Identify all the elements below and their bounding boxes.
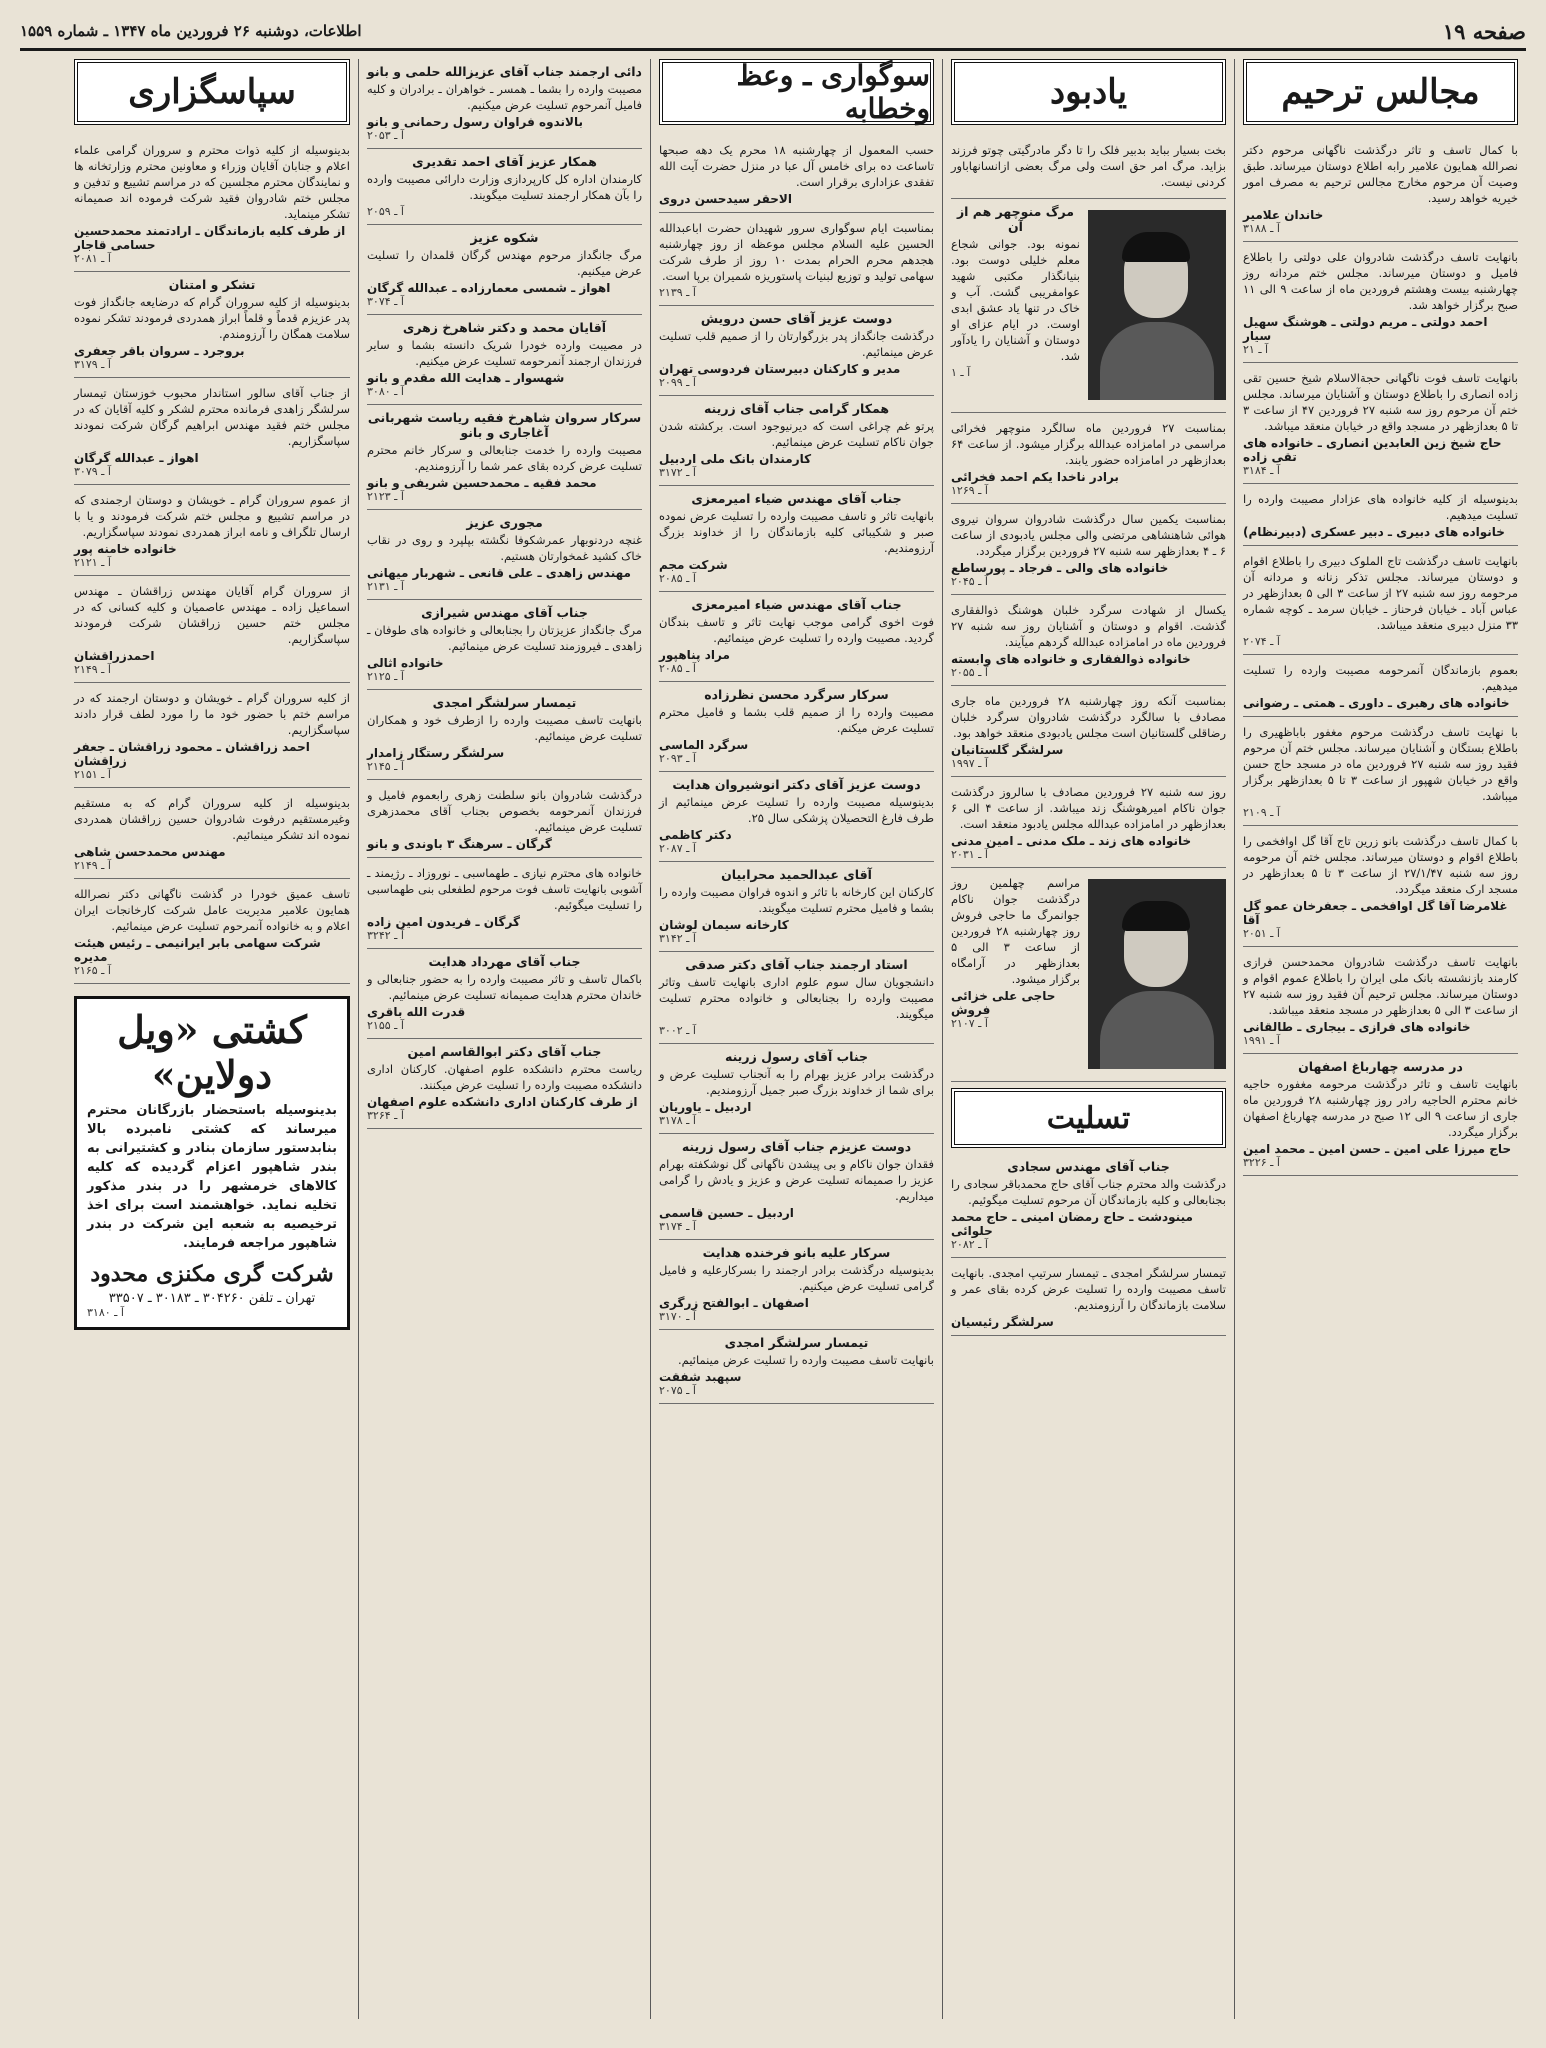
notice-sig: سرلشگر گلستانیان <box>951 743 1064 757</box>
notice-sig: حاج میرزا علی امین ـ حسن امین ـ محمد امین <box>1243 1142 1512 1156</box>
notice-body: حسب المعمول از چهارشنبه ۱۸ محرم یک دهه صبحها تاساعت ده برای خامس آل عبا در منزل حضرت آیت الله تفقدی عزاداری برقرار است. <box>659 143 934 189</box>
notice-code: آ ـ ۳۱۷۰ <box>659 1310 696 1323</box>
notice-code: آ ـ ۲۱۳۱ <box>367 580 404 593</box>
notice <box>1243 826 1518 947</box>
notice-code: آ ـ ۲۰۸۱ <box>74 252 111 265</box>
notice-sig: کارمندان بانک ملی اردبیل <box>659 452 812 466</box>
issue-line: اطلاعات، دوشنبه ۲۶ فروردین ماه ۱۳۴۷ ـ شماره ۱۵۵۹ <box>20 22 362 40</box>
notice-title: دوست عزیز آقای حسن درویش <box>700 311 893 326</box>
notice-sig: اردبیل ـ حسین قاسمی <box>659 1206 794 1220</box>
notice-title: سرکار سروان شاهرخ فقیه ریاست شهربانی آغاجاری و بانو <box>367 410 642 440</box>
column-header: مجالس ترحیم <box>1243 59 1518 125</box>
notice-code: آ ـ ۲۰۳۱ <box>951 848 988 861</box>
notice-code: آ ـ ۲۰۵۵ <box>951 666 988 679</box>
notice-sig: خانواده های رهبری ـ داوری ـ همتی ـ رضوانی <box>1243 696 1510 710</box>
notice-code: آ ـ ۲۰۷۵ <box>659 1384 696 1397</box>
notice-sig: خانواده اثالی <box>367 656 444 670</box>
notice <box>1243 655 1518 717</box>
notice-code: آ ـ ۳۱۷۴ <box>659 1220 696 1233</box>
notice-body: بانهایت تاسف درگذشت شادروان علی دولتی را باطلاع فامیل و دوستان میرساند. مجلس ختم مردانه روز چهارشنبه بیست وهشتم فروردین ماه از ساعت ۹ الی ۱۱ صبح برگزار خواهد شد. <box>1243 250 1518 312</box>
columns <box>20 59 1526 2019</box>
notice-sig: محمد فقیه ـ محمدحسین شریفی و بانو <box>367 476 597 490</box>
notice-sig: خانواده های والی ـ فرجاد ـ پورساطع <box>951 561 1169 575</box>
notice <box>659 135 934 213</box>
notice <box>1243 135 1518 242</box>
notice-body: بدینوسیله از کلیه ذوات محترم و سروران گرامی علماء اعلام و جنابان آقایان وزراء و معاونین محترم وزارتخانه ها و نمایندگان محترم مجلسین که در مراسم تشییع و تدفین و مجلس ختم شادروان فقید شرکت فرموده اند صمیمانه تشکر مینماید. <box>74 143 350 221</box>
notice-title: همکار عزیز آقای احمد تقدیری <box>412 154 597 169</box>
notice-code: آ ـ ۲۱۵۱ <box>74 768 111 781</box>
notice <box>1243 947 1518 1054</box>
notice-code: آ ـ ۲۰۵۳ <box>367 129 404 142</box>
notice-sig: از طرف کلیه بازماندگان ـ ارادتمند محمدحسین حسامی قاجار <box>74 224 346 252</box>
notice <box>659 952 934 1044</box>
notice <box>74 135 350 272</box>
ad-phone: تهران ـ تلفن ۳۰۴۲۶۰ ـ ۳۰۱۸۳ ـ ۳۳۵۰۷ <box>108 1291 316 1306</box>
notice-title: جناب آقای مهرداد هدایت <box>428 954 581 969</box>
notice <box>659 486 934 592</box>
notice-title: جناب آقای مهندس ضیاء امیرمعزی <box>691 597 902 612</box>
notice-title: جناب آقای مهندس شیرازی <box>421 605 588 620</box>
notice <box>659 1330 934 1404</box>
notice-code: آ ـ ۳۰۸۰ <box>367 385 404 398</box>
notice-code: آ ـ ۲۱۳۹ <box>659 286 696 299</box>
notice-title: استاد ارجمند جناب آقای دکتر صدقی <box>685 957 908 972</box>
notice <box>1243 717 1518 826</box>
notice-code: آ ـ ۲۱۰۷ <box>951 1017 988 1030</box>
notice-sig: مینودشت ـ حاج رمضان امینی ـ حاج محمد حلوائی <box>951 1210 1193 1238</box>
notice-title: مرگ منوچهر هم از آن <box>956 204 1075 234</box>
notice-sig: خانواده های فرازی ـ بیجاری ـ طالقانی <box>1243 1020 1471 1034</box>
notice-body: پرتو غم چراغی است که دیرنیوجود است. برکشته شدن جوان ناکام تسلیت عرض مینمائیم. <box>659 419 934 449</box>
notice-sig: مهندس زاهدی ـ علی قانعی ـ شهربار میهانی <box>367 566 631 580</box>
notice-title: دائی ارجمند جناب آقای عزیزالله حلمی و بانو <box>367 64 642 79</box>
notice-sig: بالاندوه فراوان رسول رحمانی و بانو <box>367 115 583 129</box>
notice-body: با کمال تاسف درگذشت بانو زرین تاج آقا گل اوافخمی را باطلاع اقوام و دوستان میرساند. مجلس ختم آن مرحومه روز سه شنبه ۲۷/۱/۴۷ از ساعت ۳ تا ۵ بعدازظهر در مسجد ارک منعقد میگردد. <box>1243 834 1519 896</box>
notice-body: ریاست محترم دانشکده علوم اصفهان. کارکنان اداری دانشکده مصیبت وارده را تسلیت عرض میکنند. <box>367 1062 642 1092</box>
notice-body: خانواده های محترم نیازی ـ طهماسبی ـ نوروزاد ـ رژیمند ـ آشوبی بانهایت تاسف فوت مرحوم لطفعلی بنی طهماسبی را تسلیت میگوئیم. <box>367 866 642 912</box>
notice-body: در مصیبت وارده خودرا شریک دانسته بشما و سایر فرزندان ارجمند آنمرحومه تسلیت عرض میکنیم. <box>367 338 642 368</box>
notice-title: تشکر و امتنان <box>168 277 256 292</box>
notice-body: بعموم بازماندگان آنمرحومه مصیبت وارده را تسلیت میدهیم. <box>1243 663 1518 693</box>
notice-body: بدینوسیله از کلیه خانواده های عزادار مصیبت وارده را تسلیت میدهیم. <box>1243 492 1518 522</box>
notice-title: همکار گرامی جناب آقای زرینه <box>703 401 890 416</box>
notice-sig: حاج شیخ زین العابدین انصاری ـ خانواده های تقی زاده <box>1243 436 1502 464</box>
notice <box>74 576 350 683</box>
notice-body: مرگ جانگداز مرحوم مهندس گرگان قلمدان را تسلیت عرض میکنیم. <box>367 248 642 278</box>
notice-code: آ ـ ۲۱۶۵ <box>74 964 111 977</box>
notice-code: آ ـ ۲۰۸۷ <box>659 842 696 855</box>
notice-body: بانهایت تاسف فوت ناگهانی حجةالاسلام شیخ حسین تقی زاده انصاری را باطلاع دوستان و آشنایان میرساند. مجلس ختم آن مرحوم روز سه شنبه ۲۷ فروردین ۴۷ از ساعت ۳ تا ۵ بعدازظهر در مسجد واقع در خیابان منعقد میباشد. <box>1243 371 1518 433</box>
notice-title: دوست عزیزم جناب آقای رسول زرینه <box>681 1139 912 1154</box>
notice-code: آ ـ ۳۲۶۴ <box>367 1109 404 1122</box>
notice-body: بدینوسیله از کلیه سروران گرام که به مستقیم وغیرمستقیم درفوت شادروان حسین زراقشان همدردی نموده اند تشکر مینمائیم. <box>74 796 350 842</box>
notice-code: آ ـ ۲۱۲۱ <box>74 556 111 569</box>
notice <box>951 1154 1226 1258</box>
notice-body: روز سه شنبه ۲۷ فروردین مصادف با سالروز درگذشت جوان ناکام امیرهوشنگ زند میباشد. از ساعت ۴ الی ۶ بعدازظهر در امامزاده عبدالله مجلس یادبود منعقد است. <box>951 785 1226 831</box>
notice-code: آ ـ ۳۰۷۴ <box>367 295 404 308</box>
notice-body: تیمسار سرلشگر امجدی ـ تیمسار سرتیپ امجدی. بانهایت تاسف مصیبت وارده را تسلیت عرض کرده بقای عمر و سلامت بازماندگان را آرزومندیم. <box>951 1266 1226 1312</box>
notice-list <box>659 135 934 1404</box>
notice-sig: اهواز ـ شمسی معمارزاده ـ عبدالله گرگان <box>367 281 611 295</box>
notice-title: تیمسار سرلشگر امجدی <box>724 1335 869 1350</box>
notice-code: آ ـ ۱ <box>951 366 971 379</box>
notice-body: بانهایت تاسف مصیبت وارده را ازطرف خود و همکاران تسلیت عرض مینمائیم. <box>367 713 642 743</box>
notice-body: بمناسبت ۲۷ فروردین ماه سالگرد منوچهر فخرائی مراسمی در امامزاده عبدالله برگزار میشود. از ساعت ۶۴ بعدازظهر در امامزاده حضور یابند. <box>951 421 1226 467</box>
notice-code: آ ـ ۲۱۴۹ <box>74 859 111 872</box>
notice-sig: احمدزراقشان <box>74 649 155 663</box>
notice-code: آ ـ ۲۰۴۵ <box>951 575 988 588</box>
notice-code: آ ـ ۳۲۴۲ <box>367 929 404 942</box>
notice-body: بمناسبت یکمین سال درگذشت شادروان سروان نیروی هوائی شاهنشاهی مرتضی والی مجلس یادبودی از ساعت ۶ ـ ۴ بعدازظهر سه شنبه ۲۷ فروردین برگزار میگردد. <box>951 512 1226 558</box>
notice-body: از سروران گرام آقایان مهندس زراقشان ـ مهندس اسماعیل زاده ـ مهندس عاصمیان و کلیه کسانی که در مجلس ختم حسین زراقشان شرکت فرمودند سپاسگزاریم. <box>74 584 350 646</box>
notice-body: بدینوسیله از کلیه سروران گرام که درضایعه جانگداز فوت پدر عزیزم قدماً و قلماً ابراز همدردی فرمودند تشکر نموده سلامت همگان را آرزومندم. <box>74 295 350 341</box>
notice <box>1243 242 1518 363</box>
notice-title: سرکار سرگرد محسن نظرزاده <box>704 687 889 702</box>
notice <box>659 592 934 682</box>
column-header: سوگواری ـ وعظ وخطابه <box>659 59 934 125</box>
notice-code: آ ـ ۲۰۷۴ <box>1243 635 1280 648</box>
notice-sig: حاجی علی خزائی فروش <box>951 989 1056 1017</box>
notice-title: جناب آقای رسول زرینه <box>725 1049 868 1064</box>
notice-body: از کلیه سروران گرام ـ خویشان و دوستان ارجمند که در مراسم ختم با حضور خود ما را مورد لطف قرار دادند سپاسگزاریم. <box>74 691 350 737</box>
notice-body: نمونه بود. جوانی شجاع معلم خلیلی دوست بود. بنیانگذار مکتبی شهید عوامفریبی گشت. آب و خاک در تنها یاد عشق ابدی اوست. در ایام عزای او دوستان و آشنایان را یادآور شد. <box>951 237 1080 363</box>
notice-body: دانشجویان سال سوم علوم اداری بانهایت تاسف وتاثر مصیبت وارده را بجنابعالی و خانواده محترم تسلیت میگویند. <box>659 975 934 1021</box>
notice-body: غنچه دردنوبهار عمرشکوفا نگشته بپلپرد و روی در نقاب خاک کشید غمخوارتان هستیم. <box>367 533 642 563</box>
notice <box>659 772 934 862</box>
column-condolences <box>358 59 650 2019</box>
notice-body: از جناب آقای سالور استاندار محبوب خوزستان تیمسار سرلشگر زاهدی فرمانده محترم لشکر و کلیه آقایان که در مجلس ختم فقید مهندس ابراهیم گرگان شرکت نمودند سپاسگزاریم. <box>74 386 350 448</box>
notice-code: آ ـ ۳۰۰۲ <box>659 1024 696 1037</box>
notice <box>951 595 1226 686</box>
portrait-photo <box>1088 210 1226 400</box>
notice-code: آ ـ ۲۱۵۵ <box>367 1019 404 1032</box>
notice <box>367 690 642 780</box>
notice-code: آ ـ ۱۹۹۱ <box>1243 1034 1280 1047</box>
notice <box>951 1258 1226 1336</box>
notice-sig: از طرف کارکنان اداری دانشکده علوم اصفهان <box>367 1095 638 1109</box>
notice <box>74 788 350 879</box>
notice-list <box>1243 135 1518 1176</box>
notice <box>367 510 642 600</box>
ad-code: آ ـ ۳۱۸۰ <box>87 1306 124 1319</box>
notice-sig: سپهبد شفقت <box>659 1370 742 1384</box>
notice-body: تاسف عمیق خودرا در گذشت ناگهانی دکتر نصرالله همایون علامیر مدیریت عامل شرکت کارخانجات ایران اعلام و به خانواده آنمرحوم تسلیت عرض مینمائیم. <box>74 887 350 933</box>
column-header: یادبود <box>951 59 1226 125</box>
notice-sig: احمد دولتی ـ مریم دولتی ـ هوشنگ سهیل سیار <box>1243 315 1488 343</box>
notice-title: آقایان محمد و دکتر شاهرخ زهری <box>402 320 607 335</box>
notice-body: بانهایت تاسف و تاثر درگذشت مرحومه مغفوره حاجیه خانم محترم الحاجیه رادر روز چهارشنبه ۲۸ فروردین ماه جاری از ساعت ۹ الی ۱۲ صبح در مدرسه چهارباغ اصفهان برگزار میگردد. <box>1243 1077 1518 1139</box>
notice <box>951 504 1226 595</box>
notice-title: در مدرسه چهارباغ اصفهان <box>1298 1059 1463 1074</box>
notice-code: آ ـ ۲۰۵۱ <box>1243 927 1280 940</box>
notice-sig: گرگان ـ فریدون امین زاده <box>367 915 520 929</box>
notice-title: جناب آقای مهندس سجادی <box>1007 1159 1170 1174</box>
notice-body: فوت اخوی گرامی موجب نهایت تاثر و تاسف بندگان گردید. مصیبت وارده را تسلیت عرض مینمائیم. <box>659 615 934 645</box>
notice <box>951 686 1226 777</box>
notice-sig: احمد زراقشان ـ محمود زراقشان ـ جعفر زراقشان <box>74 740 310 768</box>
notice-list <box>951 1154 1226 1336</box>
notice <box>659 1240 934 1330</box>
notice-sig: قدرت الله باقری <box>367 1005 466 1019</box>
notice-code: آ ـ ۲۰۸۲ <box>951 1238 988 1251</box>
notice-sig: سرلشگر رئیسیان <box>951 1315 1054 1329</box>
notice-body: بدینوسیله مصیبت وارده را تسلیت عرض مینمائیم از طرف فارغ التحصیلان پزشکی سال ۲۵. <box>659 795 934 825</box>
notice-body: مرگ جانگداز عزیزتان را بجنابعالی و خانواده های طوفان ـ زاهدی ـ فیروزمند تسلیت عرض مینمائیم. <box>367 623 642 653</box>
notice <box>74 485 350 576</box>
notice-sig: گرگان ـ سرهنگ ۳ باوندی و بانو <box>367 837 552 851</box>
notice-sig: دکتر کاظمی <box>659 828 732 842</box>
notice-code: آ ـ ۲۰۸۵ <box>659 662 696 675</box>
notice-body: بانهایت تاسف مصیبت وارده را تسلیت عرض مینمائیم. <box>678 1353 934 1367</box>
notice-title: آقای عبدالحمید محرابیان <box>721 867 872 882</box>
notice-body: بانهایت تاثر و تاسف مصیبت وارده را تسلیت عرض نموده صبر و شکیبائی کلیه بازماندگان را از خداوند بزرگ آرزومندیم. <box>659 509 934 555</box>
notice-sig: اردبیل ـ یاوریان <box>659 1100 752 1114</box>
notice-body: بانهایت تاسف درگذشت تاج الملوک دبیری را باطلاع اقوام و دوستان میرساند. مجلس تذکر زنانه و مردانه آن مرحومه روز سه شنبه ۲۷ از ساعت ۳ الی ۵ بعدازظهر در عباس آباد ـ خیابان فرحناز ـ خیابان سرمد ـ کوچه شماره ۳۳ منزل دبیری منعقد میباشد. <box>1243 554 1518 632</box>
notice <box>659 1134 934 1240</box>
column-gratitude <box>66 59 358 2019</box>
notice <box>367 600 642 690</box>
column-memorial-services <box>1234 59 1526 2019</box>
notice-code: آ ـ ۳۱۷۸ <box>659 1114 696 1127</box>
notice-body: باکمال تاسف و تاثر مصیبت وارده را به حضور جنابعالی و خاندان محترم هدایت صمیمانه تسلیت عرض مینمائیم. <box>367 972 642 1002</box>
notice-sig: خانواده های زند ـ ملک مدنی ـ امین مدنی <box>951 834 1192 848</box>
page-number: صفحه ۱۹ <box>1442 18 1526 44</box>
ad-company: شرکت گری مکنزی محدود <box>90 1261 334 1287</box>
notice-title: جناب آقای مهندس ضیاء امیرمعزی <box>691 491 902 506</box>
notice-body: با نهایت تاسف درگذشت مرحوم مغفور باباظهیری را باطلاع بستگان و آشنایان میرساند. مجلس ختم آن مرحوم فقید روز سه شنبه ۲۷ فروردین ماه در مسجد حاج حسن واقع در خیابان شهپور از ساعت ۳ تا ۵ بعدازظهر برگزار میباشد. <box>1243 725 1518 803</box>
notice-code: آ ـ ۲۱۴۹ <box>74 663 111 676</box>
notice <box>74 378 350 485</box>
notice-title: دوست عزیز آقای دکتر انوشیروان هدایت <box>672 777 921 792</box>
notice-body: فقدان جوان ناکام و بی پیشدن ناگهانی گل نوشکفته بهرام عزیز را صمیمانه تسلیت عرض و عزیز و یادش را گرامی میداریم. <box>659 1157 934 1203</box>
notice-sig: خاندان علامیر <box>1243 208 1324 222</box>
notice-sig: شرکت مجم <box>659 558 728 572</box>
notice-body: بخت بسیار بباید بدبیر فلک را تا دگر مادرگیتی چوتو فرزند بزاید. مرگ امر حق است ولی مرگ بعضی ازانسانهاباور کردنی نیست. <box>951 143 1226 189</box>
notice-body: مصیبت وارده را خدمت جنابعالی و سرکار خانم محترم تسلیت عرض کرده بقای عمر شما را آرزومندیم. <box>367 443 642 473</box>
notice <box>367 949 642 1039</box>
notice <box>951 199 1226 413</box>
notice <box>659 1044 934 1134</box>
notice-sig: بروجرد ـ سروان باقر جعفری <box>74 344 245 358</box>
notice-code: آ ـ ۱۲۶۹ <box>951 484 988 497</box>
notice-sig: خانواده ذوالفقاری و خانواده های وابسته <box>951 652 1191 666</box>
notice <box>951 868 1226 1082</box>
notice <box>367 225 642 315</box>
notice-body: کارمندان اداره کل کارپردازی وزارت دارائی مصیبت وارده را بآن همکار ارجمند تسلیت میگویند. <box>367 172 642 202</box>
notice-code: آ ـ ۲۱۰۹ <box>1243 806 1280 819</box>
notice-sig: الاحقر سیدحسن دروی <box>659 192 792 206</box>
notice-sig: اصفهان ـ ابوالفتح زرگری <box>659 1296 809 1310</box>
notice-body: بمناسبت ایام سوگواری سرور شهیدان حضرت اباعبدالله الحسین علیه السلام مجلس موعظه از روز چهارشنبه هجدهم محرم الحرام بمدت ۱۰ روز از طرف شرکت سهامی تولید و توزیع لبنیات پاستوریزه شمیران برپا است. <box>659 221 934 283</box>
notice <box>659 306 934 396</box>
notice-code: آ ـ ۳۱۴۲ <box>659 932 696 945</box>
notice-body: درگذشت شادروان بانو سلطنت زهری رابعموم فامیل و فرزندان آنمرحومه بخصوص بجناب آقای محمدزهری تسلیت عرض مینمائیم. <box>367 788 642 834</box>
notice-sig: خانواده خامنه پور <box>74 542 177 556</box>
notice-code: آ ـ ۲۰۹۹ <box>659 376 696 389</box>
notice <box>367 405 642 510</box>
notice-sig: شرکت سهامی بابر ایرانیمی ـ رئیس هیئت مدیره <box>74 936 321 964</box>
notice-body: با کمال تاسف و تاثر درگذشت ناگهانی مرحوم دکتر نصرالله همایون علامیر رابه اطلاع دوستان میرساند. طبق وصیت آن مرحوم مخارج مجالس ترحیم به مصرف امور خیریه خواهد رسید. <box>1243 143 1518 205</box>
notice <box>659 682 934 772</box>
notice-sig: مراد پناهپور <box>659 648 730 662</box>
page-top-strip <box>20 14 1526 51</box>
notice-list <box>367 59 642 1129</box>
ad-title: کشتی «ویل دولاین» <box>117 1007 307 1097</box>
notice-sig: برادر ناخدا یکم احمد فخرائی <box>951 470 1119 484</box>
notice-title: تیمسار سرلشگر امجدی <box>432 695 577 710</box>
portrait-photo <box>1088 879 1226 1069</box>
notice-sig: سرگرد الماسی <box>659 738 749 752</box>
notice <box>951 135 1226 199</box>
notice-code: آ ـ ۲۱۴۵ <box>367 760 404 773</box>
notice-code: آ ـ ۲۰۹۳ <box>659 752 696 765</box>
notice-code: آ ـ ۱۹۹۷ <box>951 757 988 770</box>
notice-sig: غلامرضا آقا گل اوافخمی ـ جعفرخان عمو گل آقا <box>1243 899 1508 927</box>
notice-body: بمناسبت آنکه روز چهارشنبه ۲۸ فروردین ماه جاری مصادف با سالگرد درگذشت شادروان سرگرد خلبان رضاقلی گلستانیان است مجلس یادبودی منعقد خواهد بود. <box>951 694 1226 740</box>
notice-list <box>74 135 350 984</box>
notice-list <box>951 135 1226 1082</box>
notice-sig: مدیر و کارکنان دبیرستان فردوسی تهران <box>659 362 901 376</box>
notice-body: از عموم سروران گرام ـ خویشان و دوستان ارجمندی که در مراسم تشییع و مجلس ختم شرکت فرمودند و یا با ارسال تلگراف و نامه ابراز همدردی نمودند سپاسگزاریم. <box>74 493 350 539</box>
notice <box>951 777 1226 868</box>
shipping-advertisement <box>74 996 350 1330</box>
notice-body: مصیبت وارده را بشما ـ همسر ـ خواهران ـ برادران و کلیه فامیل آنمرحوم تسلیت عرض میکنیم. <box>367 82 642 112</box>
condolence-header: تسلیت <box>951 1088 1226 1148</box>
notice <box>74 272 350 378</box>
notice-title: شکوه عزیز <box>470 230 539 245</box>
column-remembrance <box>942 59 1234 2019</box>
notice <box>367 59 642 149</box>
notice-sig: کارخانه سیمان لوشان <box>659 918 789 932</box>
notice-code: آ ـ ۳۱۸۸ <box>1243 222 1280 235</box>
notice-code: آ ـ ۲۱۲۳ <box>367 490 404 503</box>
notice-code: آ ـ ۲۰۸۵ <box>659 572 696 585</box>
notice-body: مصیبت وارده را از صمیم قلب بشما و فامیل محترم تسلیت عرض میکنم. <box>659 705 934 735</box>
notice <box>367 315 642 405</box>
notice-sig: سرلشگر رستگار زامدار <box>367 746 505 760</box>
notice-body: درگذشت والد محترم جناب آقای حاج محمدباقر سجادی را بجنابعالی و کلیه بازماندگان آن مرحوم تسلیت میگوئیم. <box>951 1177 1226 1207</box>
notice <box>367 1039 642 1129</box>
notice <box>659 396 934 486</box>
notice <box>74 879 350 984</box>
notice-code: آ ـ ۳۱۷۲ <box>659 466 696 479</box>
notice <box>1243 484 1518 546</box>
column-header: سپاسگزاری <box>74 59 350 125</box>
notice-sig: مهندس محمدحسن شاهی <box>74 845 226 859</box>
notice-body: کارکنان این کارخانه با تاثر و اندوه فراوان مصیبت وارده را بشما و فامیل محترم تسلیت میگویند. <box>659 885 934 915</box>
column-mourning-sermons <box>650 59 942 2019</box>
notice-code: آ ـ ۲۱ <box>1243 343 1269 356</box>
notice-title: مجوری عزیز <box>466 515 543 530</box>
notice <box>367 858 642 949</box>
notice-body: درگذشت برادر عزیز بهرام را به آنجناب تسلیت عرض و برای شما از خداوند بزرگ صبر جمیل آرزومندیم. <box>659 1067 934 1097</box>
notice-body: درگذشت جانگداز پدر بزرگوارتان را از صمیم قلب تسلیت عرض مینمائیم. <box>659 329 934 359</box>
notice-body: بانهایت تاسف درگذشت شادروان محمدحسن فرازی کارمند بازنشسته بانک ملی ایران را باطلاع عموم اقوام و دوستان میرساند. مجلس ترحیم آن فقید روز سه شنبه ۲۷ از ساعت ۳ الی ۵ بعدازظهر در مسجد منعقد میباشد. <box>1243 955 1518 1017</box>
notice-code: آ ـ ۲۰۵۹ <box>367 205 404 218</box>
notice-body: یکسال از شهادت سرگرد خلبان هوشنگ ذوالفقاری گذشت. اقوام و دوستان و آشنایان روز سه شنبه ۲۷ فروردین ماه در امامزاده عبدالله گردهم میآیند. <box>951 603 1226 649</box>
notice-title: جناب آقای دکتر ابوالقاسم امین <box>407 1044 602 1059</box>
notice-body: بدینوسیله درگذشت برادر ارجمند را بسرکارعلیه و فامیل گرامی تسلیت عرض میکنیم. <box>659 1263 934 1293</box>
notice-code: آ ـ ۳۲۲۶ <box>1243 1156 1280 1169</box>
notice <box>367 149 642 225</box>
notice <box>74 683 350 788</box>
notice <box>1243 363 1518 484</box>
notice <box>367 780 642 858</box>
notice-sig: اهواز ـ عبدالله گرگان <box>74 451 199 465</box>
notice <box>951 413 1226 504</box>
notice-sig: شهسوار ـ هدایت الله مقدم و بانو <box>367 371 565 385</box>
notice-code: آ ـ ۳۰۷۹ <box>74 465 111 478</box>
notice-title: سرکار علیه بانو فرخنده هدایت <box>702 1245 891 1260</box>
notice-body: مراسم چهلمین روز درگذشت جوان ناکام جوانمرگ ما حاجی فروش روز چهارشنبه ۲۸ فروردین از ساعت ۳ الی ۵ بعدازظهر در آرامگاه برگزار میشود. <box>951 876 1080 986</box>
notice-code: آ ـ ۳۱۸۴ <box>1243 464 1280 477</box>
notice <box>1243 1054 1518 1176</box>
notice-code: آ ـ ۲۱۲۵ <box>367 670 404 683</box>
notice-sig: خانواده های دبیری ـ دبیر عسکری (دبیرنظام) <box>1243 525 1505 539</box>
notice-code: آ ـ ۳۱۷۹ <box>74 358 111 371</box>
notice <box>659 213 934 306</box>
ad-body: بدینوسیله باستحضار بازرگانان محترم میرساند که کشتی نامبرده بالا بنابدستور سازمان بنادر و کشتیرانی به بندر شاهپور اعزام گردیده که کلیه کالاهای خرمشهر را در بندر مذکور تخلیه نماید. خواهشمند است برای اخذ ترخیصیه به شعبه این شرکت در بندر شاهپور مراجعه فرمایند. <box>87 1103 337 1251</box>
notice <box>659 862 934 952</box>
notice <box>1243 546 1518 655</box>
